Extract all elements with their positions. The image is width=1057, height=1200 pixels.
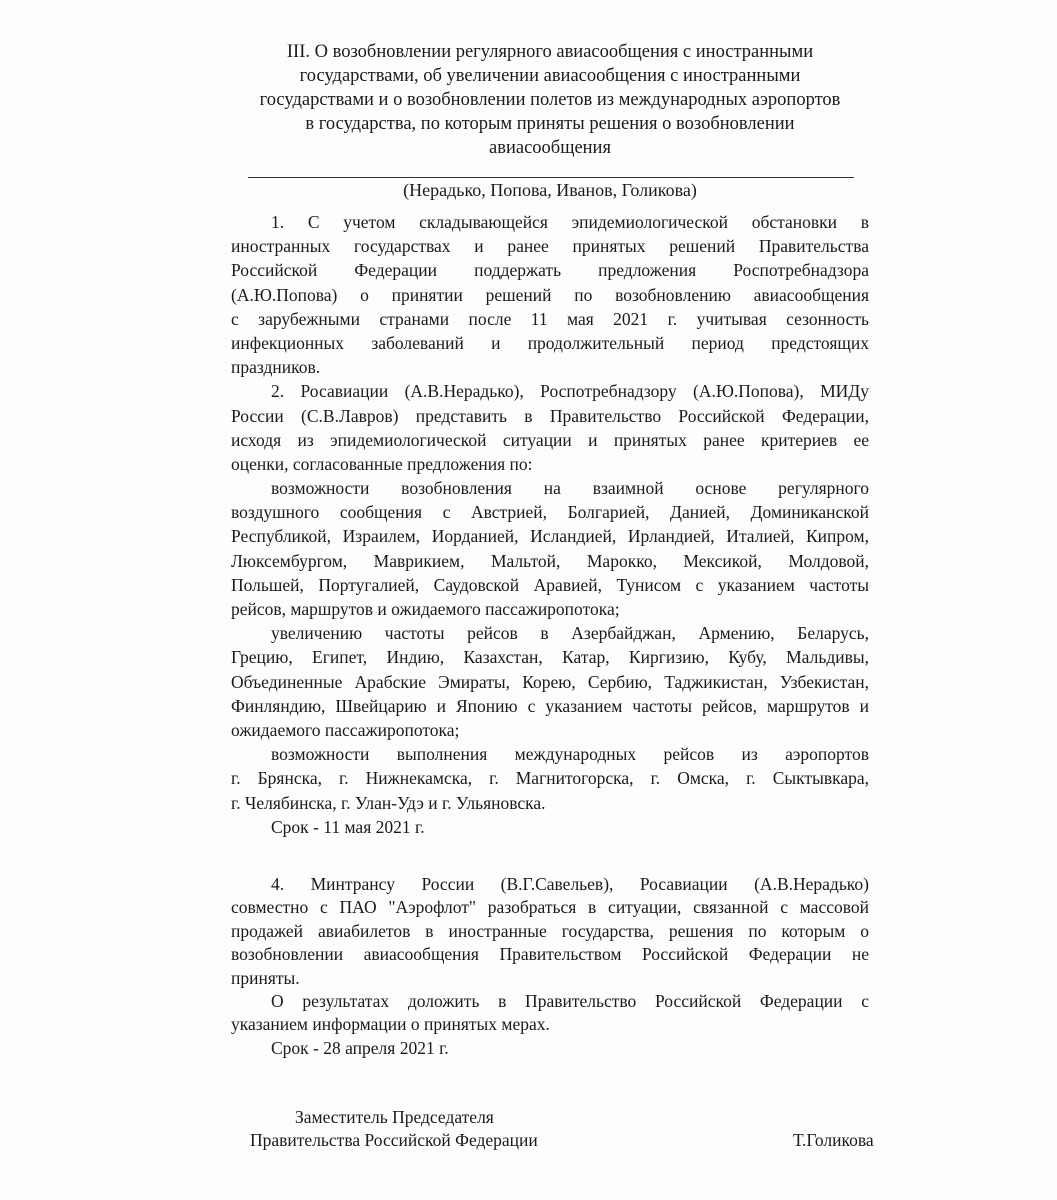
- title-line: государствами, об увеличении авиасообщения с иностранными: [299, 66, 801, 86]
- paragraph-line: ожидаемого пассажиропотока;: [231, 719, 460, 740]
- paragraph-line: г. Брянска, г. Нижнекамска, г. Магнитогорска, г. Омска, г. Сыктывкара,: [231, 768, 869, 789]
- paragraph-line: воздушного сообщения с Австрией, Болгарией, Данией, Доминиканской: [231, 502, 869, 523]
- section-items-1-2: [231, 210, 869, 839]
- paragraph: [231, 1037, 869, 1060]
- section-item-4: [231, 873, 869, 1060]
- signatory-position-line1: Заместитель Председателя: [295, 1107, 494, 1127]
- paragraph: [231, 815, 869, 839]
- paragraph-line: возможности выполнения международных рейсов из аэропортов: [271, 744, 869, 765]
- paragraph-line: Финляндию, Швейцарию и Японию с указанием частоты рейсов, маршрутов и: [231, 695, 869, 716]
- paragraph: [231, 210, 869, 379]
- responsible-persons: (Нерадько, Попова, Иванов, Голикова): [403, 180, 697, 200]
- paragraph-line: Срок - 11 мая 2021 г.: [271, 816, 425, 837]
- paragraph-line: Польшей, Португалией, Саудовской Аравией, Тунисом с указанием частоты: [231, 574, 869, 595]
- document-title: [200, 40, 900, 160]
- paragraph-line: Республикой, Израилем, Иорданией, Исландией, Ирландией, Италией, Кипром,: [231, 526, 869, 547]
- paragraph-line: оценки, согласованные предложения по:: [231, 453, 533, 474]
- paragraph-line: 1. С учетом складывающейся эпидемиологической обстановки в: [271, 212, 869, 232]
- paragraph: [231, 742, 869, 815]
- paragraph-line: Срок - 28 апреля 2021 г.: [271, 1037, 449, 1058]
- paragraph-line: 2. Росавиации (А.В.Нерадько), Роспотребнадзору (А.Ю.Попова), МИДу: [271, 381, 869, 402]
- signatory-position-line2: Правительства Российской Федерации: [250, 1130, 538, 1150]
- title-line: III. О возобновлении регулярного авиасообщения с иностранными: [286, 42, 814, 62]
- paragraph: [231, 990, 869, 1037]
- paragraph: [231, 476, 869, 621]
- paragraph-line: рейсов, маршрутов и ожидаемого пассажиропотока;: [231, 599, 620, 619]
- paragraph-line: Российской Федерации поддержать предложения Роспотребнадзора: [231, 260, 869, 281]
- paragraph-line: России (С.В.Лавров) представить в Правительство Российской Федерации,: [231, 405, 869, 426]
- paragraph-line: Люксембургом, Маврикием, Мальтой, Марокко, Мексикой, Молдовой,: [231, 550, 869, 571]
- paragraph-line: с зарубежными странами после 11 мая 2021 г. учитывая сезонность: [231, 308, 869, 329]
- paragraph-line: исходя из эпидемиологической ситуации и принятых ранее критериев ее: [231, 429, 869, 450]
- paragraph-line: продажей авиабилетов в иностранные государства, решения по которым о: [231, 920, 869, 941]
- title-line: государствами и о возобновлении полетов из международных аэропортов: [259, 90, 841, 110]
- paragraph-line: возобновлении авиасообщения Правительством Российской Федерации не: [231, 944, 869, 965]
- paragraph-line: праздников.: [231, 357, 321, 378]
- paragraph-line: (А.Ю.Попова) о принятии решений по возобновлению авиасообщения: [231, 284, 869, 305]
- paragraph-line: Объединенные Арабские Эмираты, Корею, Сербию, Таджикистан, Узбекистан,: [231, 671, 869, 692]
- paragraph-line: иностранных государствах и ранее принятых решений Правительства: [231, 236, 869, 257]
- paragraph-line: инфекционных заболеваний и продолжительный период предстоящих: [231, 332, 869, 353]
- title-line: в государства, по которым приняты решения о возобновлении: [305, 114, 795, 134]
- signatory-name: Т.Голикова: [793, 1130, 874, 1150]
- paragraph-line: Грецию, Египет, Индию, Казахстан, Катар, Киргизию, Кубу, Мальдивы,: [231, 647, 869, 668]
- paragraph-line: О результатах доложить в Правительство Российской Федерации с: [271, 990, 869, 1011]
- paragraph-line: приняты.: [231, 967, 300, 988]
- paragraph-line: указанием информации о принятых мерах.: [231, 1014, 550, 1035]
- paragraph-line: возможности возобновления на взаимной основе регулярного: [271, 478, 869, 499]
- paragraph-line: г. Челябинска, г. Улан-Удэ и г. Ульяновска.: [231, 792, 546, 813]
- paragraph-line: увеличению частоты рейсов в Азербайджан, Армению, Беларусь,: [271, 623, 869, 644]
- paragraph-line: 4. Минтрансу России (В.Г.Савельев), Росавиации (А.В.Нерадько): [271, 874, 869, 894]
- title-line: авиасообщения: [489, 138, 611, 158]
- paragraph: [231, 621, 869, 742]
- paragraph: [231, 379, 869, 476]
- paragraph: [231, 873, 869, 990]
- paragraph-line: совместно с ПАО "Аэрофлот" разобраться в ситуации, связанной с массовой: [231, 897, 869, 918]
